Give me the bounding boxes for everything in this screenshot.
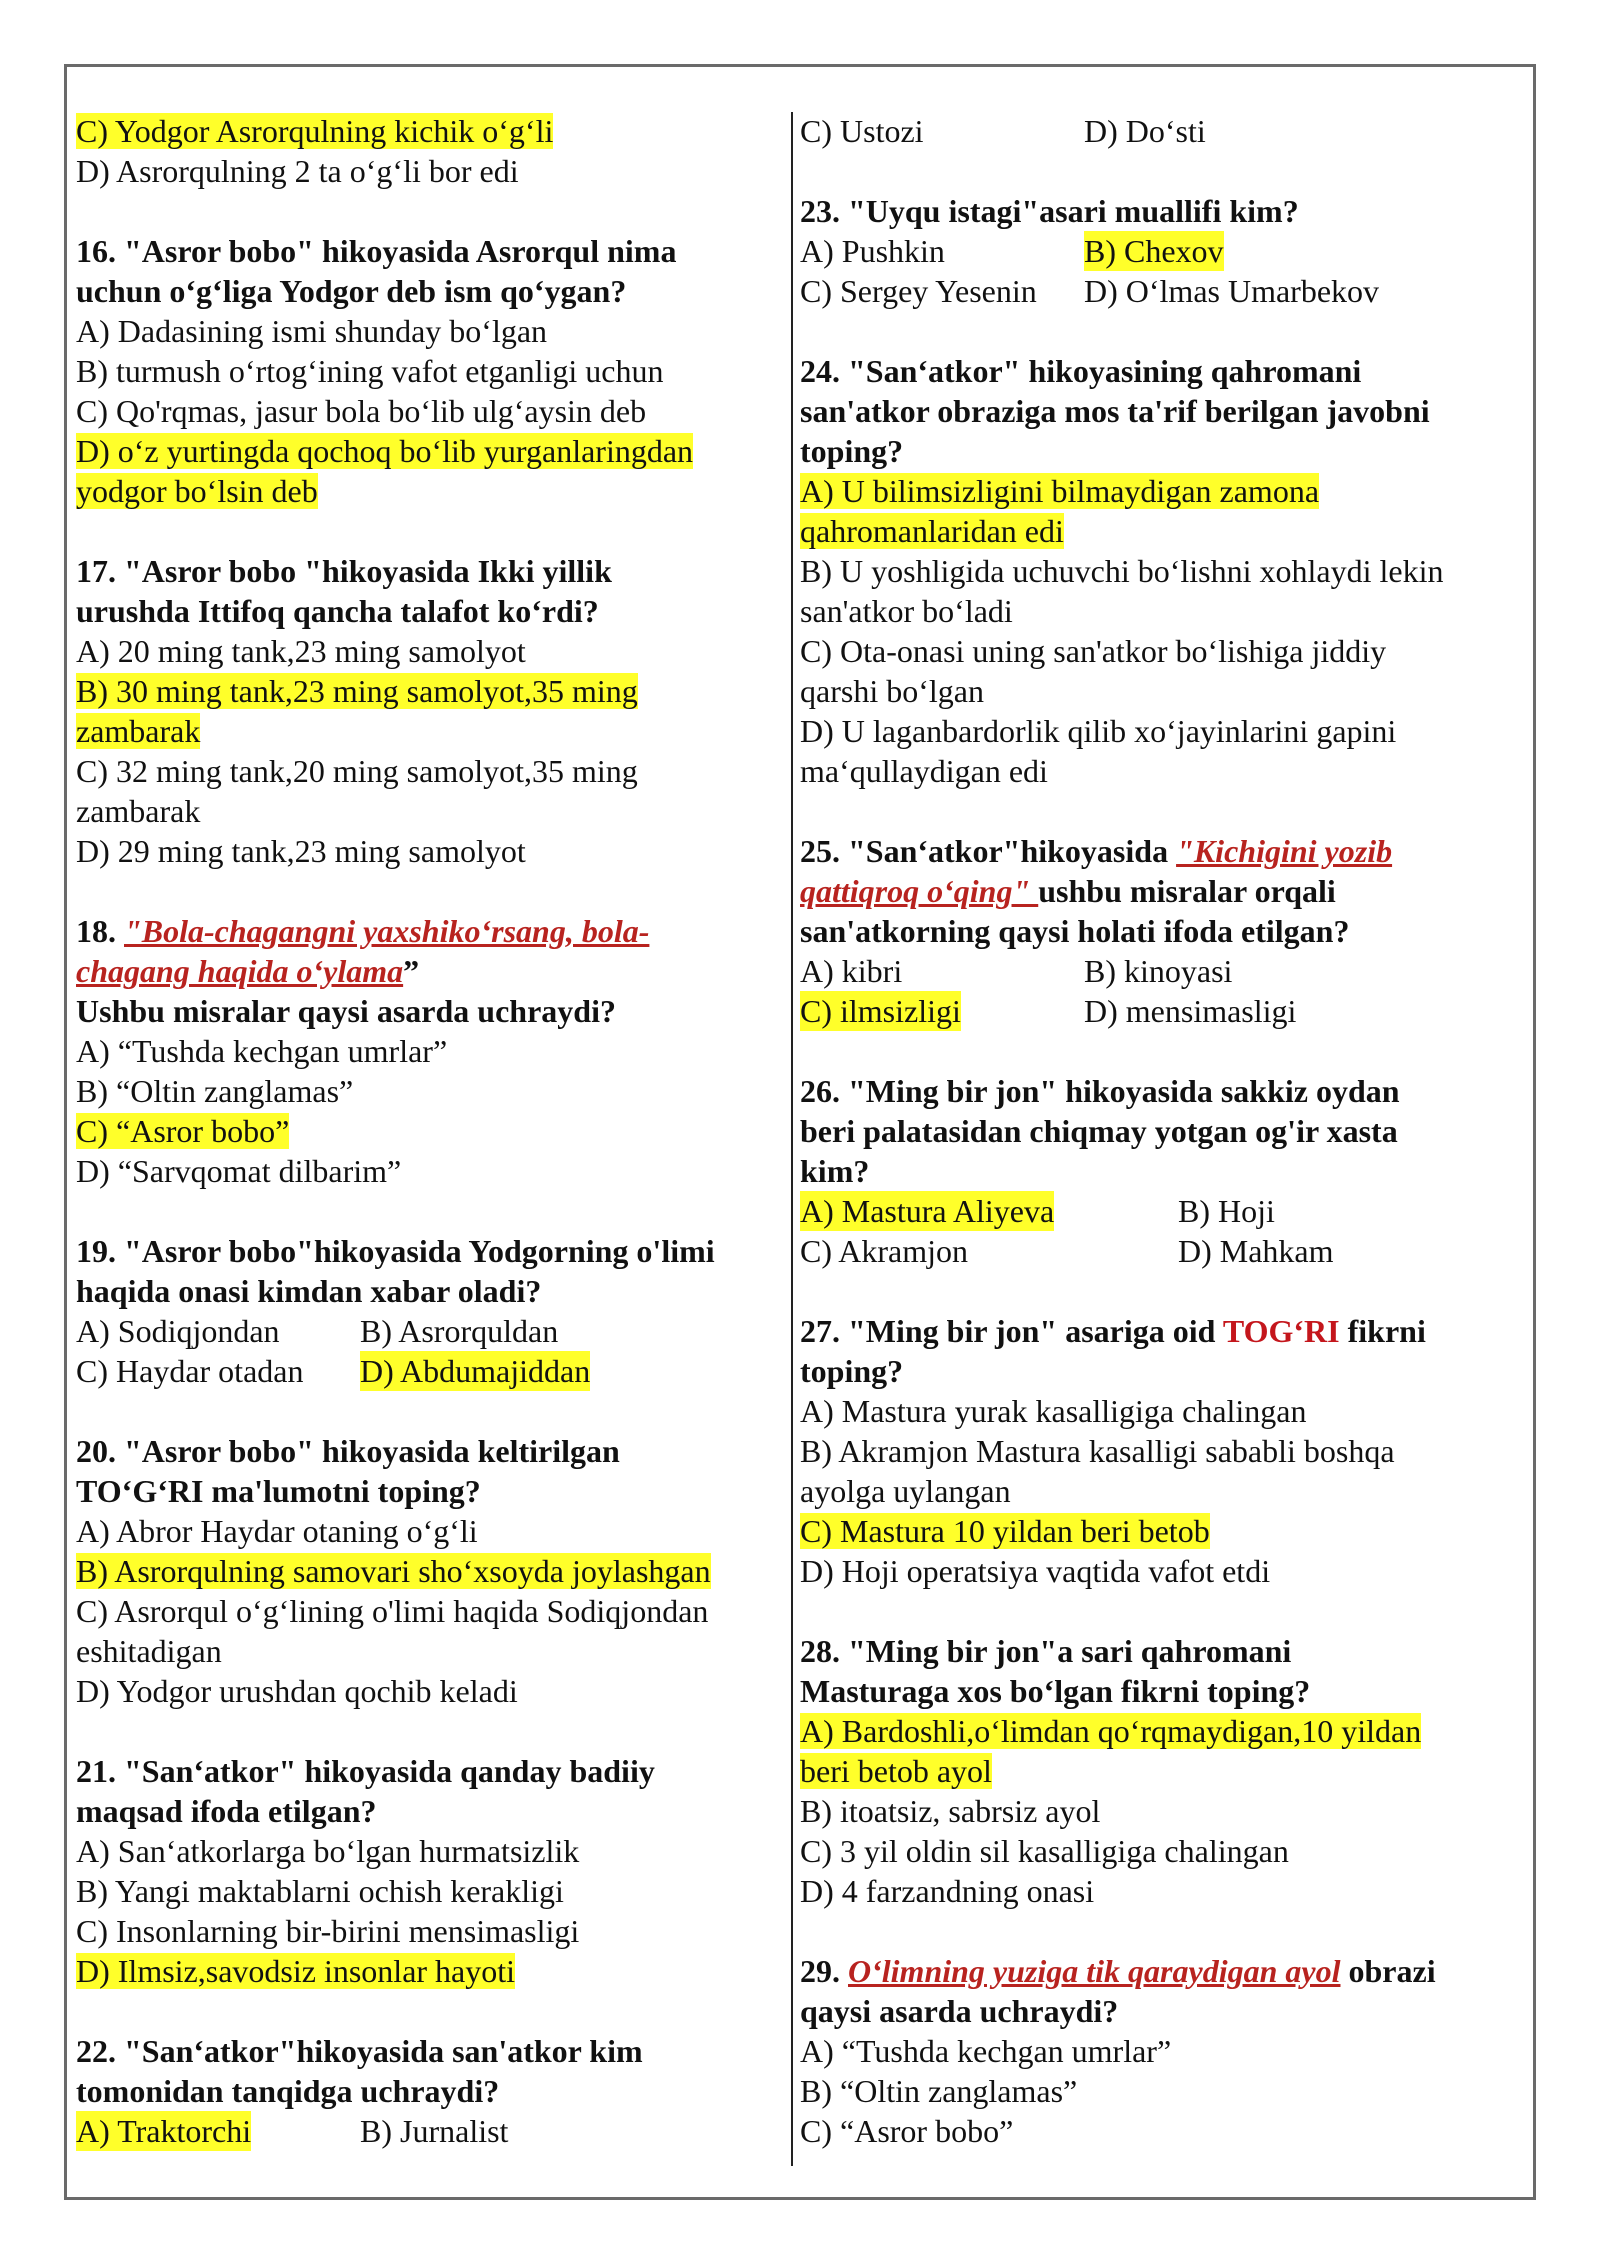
question-prefix: 25. "San‘atkor"hikoyasida bbox=[800, 833, 1177, 869]
answer-option-highlighted: D) Ilmsiz,savodsiz insonlar hayoti bbox=[76, 1953, 516, 1989]
answer-option: B) Asrorquldan bbox=[360, 1313, 559, 1349]
question-text: san'atkor obraziga mos ta'rif berilgan javobni bbox=[800, 393, 1430, 429]
answer-option: zambarak bbox=[76, 793, 201, 829]
answer-option: B) itoatsiz, sabrsiz ayol bbox=[800, 1793, 1101, 1829]
right-column bbox=[800, 111, 1508, 2151]
answer-option: A) kibri bbox=[800, 953, 903, 989]
question-text: 23. "Uyqu istagi"asari muallifi kim? bbox=[800, 193, 1299, 229]
answer-option: D) mensimasligi bbox=[1084, 993, 1297, 1029]
answer-option: A) Mastura yurak kasalligiga chalingan bbox=[800, 1393, 1307, 1429]
question-text: uchun o‘g‘liga Yodgor deb ism qo‘ygan? bbox=[76, 273, 627, 309]
question-text: 26. "Ming bir jon" hikoyasida sakkiz oydan bbox=[800, 1073, 1400, 1109]
question-text: 22. "San‘atkor"hikoyasida san'atkor kim bbox=[76, 2033, 643, 2069]
question-number: 18. bbox=[76, 913, 124, 949]
question-text bbox=[800, 831, 1508, 871]
question-text: kim? bbox=[800, 1153, 870, 1189]
question-text: Ushbu misralar qaysi asarda uchraydi? bbox=[76, 993, 616, 1029]
answer-option-highlighted: C) “Asror bobo” bbox=[76, 1113, 290, 1149]
question-text: 24. "San‘atkor" hikoyasining qahromani bbox=[800, 353, 1362, 389]
answer-option: ma‘qullaydigan edi bbox=[800, 753, 1048, 789]
answer-option: B) Akramjon Mastura kasalligi sababli boshqa bbox=[800, 1433, 1395, 1469]
answer-option-highlighted: C) Yodgor Asrorqulning kichik o‘g‘li bbox=[76, 113, 554, 149]
answer-option: D) Asrorqulning 2 ta o‘g‘li bor edi bbox=[76, 153, 519, 189]
answer-option: B) kinoyasi bbox=[1084, 953, 1233, 989]
question-text: haqida onasi kimdan xabar oladi? bbox=[76, 1273, 542, 1309]
quoted-phrase: "Kichigini yozib bbox=[1176, 833, 1393, 869]
answer-option: C) Haydar otadan bbox=[76, 1353, 304, 1389]
answer-option-highlighted: A) Mastura Aliyeva bbox=[800, 1193, 1055, 1229]
answer-option: D) O‘lmas Umarbekov bbox=[1084, 273, 1380, 309]
answer-option: A) Dadasining ismi shunday bo‘lgan bbox=[76, 313, 548, 349]
quoted-phrase: chagang haqida o‘ylama bbox=[76, 953, 404, 989]
question-suffix: obrazi bbox=[1340, 1953, 1436, 1989]
question-text: 21. "San‘atkor" hikoyasida qanday badiiy bbox=[76, 1753, 655, 1789]
answer-option: C) Qo'rqmas, jasur bola bo‘lib ulg‘aysin deb bbox=[76, 393, 647, 429]
answer-option-highlighted: A) Bardoshli,o‘limdan qo‘rqmaydigan,10 yildan bbox=[800, 1713, 1422, 1749]
answer-option-highlighted: C) ilmsizligi bbox=[800, 993, 961, 1029]
answer-option: C) Insonlarning bir-birini mensimasligi bbox=[76, 1913, 580, 1949]
answer-option: C) “Asror bobo” bbox=[800, 2113, 1014, 2149]
question-text: 16. "Asror bobo" hikoyasida Asrorqul nima bbox=[76, 233, 677, 269]
question-text bbox=[800, 871, 1508, 911]
question-text: urushda Ittifoq qancha talafot ko‘rdi? bbox=[76, 593, 599, 629]
question-suffix: ushbu misralar orqali bbox=[1038, 873, 1336, 909]
answer-option: qarshi bo‘lgan bbox=[800, 673, 984, 709]
question-text: toping? bbox=[800, 1353, 904, 1389]
answer-option: B) Jurnalist bbox=[360, 2113, 509, 2149]
answer-option-highlighted: B) 30 ming tank,23 ming samolyot,35 ming bbox=[76, 673, 638, 709]
answer-option: D) Do‘sti bbox=[1084, 113, 1206, 149]
question-text: 19. "Asror bobo"hikoyasida Yodgorning o'limi bbox=[76, 1233, 715, 1269]
answer-option-highlighted: zambarak bbox=[76, 713, 201, 749]
answer-option-highlighted: D) Abdumajiddan bbox=[360, 1353, 591, 1389]
question-text: 17. "Asror bobo "hikoyasida Ikki yillik bbox=[76, 553, 612, 589]
quoted-phrase: O‘limning yuziga tik qaraydigan ayol bbox=[848, 1953, 1341, 1989]
question-text: maqsad ifoda etilgan? bbox=[76, 1793, 377, 1829]
answer-option: B) U yoshligida uchuvchi bo‘lishni xohlaydi lekin bbox=[800, 553, 1444, 589]
answer-option-highlighted: A) Traktorchi bbox=[76, 2113, 252, 2149]
answer-option: D) 29 ming tank,23 ming samolyot bbox=[76, 833, 526, 869]
answer-option: B) “Oltin zanglamas” bbox=[76, 1073, 354, 1109]
answer-option-highlighted: B) Asrorqulning samovari sho‘xsoyda joylashgan bbox=[76, 1553, 711, 1589]
answer-option: B) Hoji bbox=[1178, 1193, 1275, 1229]
answer-option-highlighted: qahromanlaridan edi bbox=[800, 513, 1064, 549]
answer-option: C) Ustozi bbox=[800, 113, 924, 149]
answer-option: A) “Tushda kechgan umrlar” bbox=[76, 1033, 448, 1069]
answer-option: D) Hoji operatsiya vaqtida vafot etdi bbox=[800, 1553, 1271, 1589]
question-prefix: 27. "Ming bir jon" asariga oid bbox=[800, 1313, 1223, 1349]
answer-option: A) 20 ming tank,23 ming samolyot bbox=[76, 633, 526, 669]
question-text: Masturaga xos bo‘lgan fikrni toping? bbox=[800, 1673, 1311, 1709]
answer-option: A) Pushkin bbox=[800, 233, 945, 269]
answer-option: D) U laganbardorlik qilib xo‘jayinlarini gapini bbox=[800, 713, 1397, 749]
answer-option: eshitadigan bbox=[76, 1633, 222, 1669]
answer-option: A) San‘atkorlarga bo‘lgan hurmatsizlik bbox=[76, 1833, 580, 1869]
question-text: TO‘G‘RI ma'lumotni toping? bbox=[76, 1473, 481, 1509]
answer-option: C) 32 ming tank,20 ming samolyot,35 ming bbox=[76, 753, 638, 789]
question-text: qaysi asarda uchraydi? bbox=[800, 1993, 1119, 2029]
answer-option: A) Abror Haydar otaning o‘g‘li bbox=[76, 1513, 478, 1549]
answer-option: B) Yangi maktablarni ochish kerakligi bbox=[76, 1873, 564, 1909]
question-text: 20. "Asror bobo" hikoyasida keltirilgan bbox=[76, 1433, 620, 1469]
answer-option: C) Ota-onasi uning san'atkor bo‘lishiga jiddiy bbox=[800, 633, 1387, 669]
closing-quote: ” bbox=[403, 953, 420, 989]
question-text: toping? bbox=[800, 433, 904, 469]
left-column bbox=[76, 111, 782, 2151]
question-number: 29. bbox=[800, 1953, 848, 1989]
answer-option: ayolga uylangan bbox=[800, 1473, 1011, 1509]
question-suffix: fikrni bbox=[1339, 1313, 1426, 1349]
answer-option: san'atkor bo‘ladi bbox=[800, 593, 1013, 629]
question-text: 28. "Ming bir jon"a sari qahromani bbox=[800, 1633, 1292, 1669]
answer-option: D) “Sarvqomat dilbarim” bbox=[76, 1153, 402, 1189]
answer-option-highlighted: C) Mastura 10 yildan beri betob bbox=[800, 1513, 1210, 1549]
question-text: beri palatasidan chiqmay yotgan og'ir xasta bbox=[800, 1113, 1398, 1149]
question-text bbox=[76, 951, 782, 991]
quoted-phrase: qattiqroq o‘qing" bbox=[800, 873, 1039, 909]
answer-option: C) 3 yil oldin sil kasalligiga chalingan bbox=[800, 1833, 1289, 1869]
answer-option-highlighted: B) Chexov bbox=[1084, 233, 1224, 269]
answer-option: D) Yodgor urushdan qochib keladi bbox=[76, 1673, 518, 1709]
column-divider bbox=[791, 112, 793, 2166]
quoted-phrase: "Bola-chagangni yaxshiko‘rsang, bola- bbox=[124, 913, 650, 949]
answer-option: C) Akramjon bbox=[800, 1233, 968, 1269]
question-text: san'atkorning qaysi holati ifoda etilgan? bbox=[800, 913, 1350, 949]
answer-option: A) “Tushda kechgan umrlar” bbox=[800, 2033, 1172, 2069]
answer-option: D) Mahkam bbox=[1178, 1233, 1334, 1269]
question-text: tomonidan tanqidga uchraydi? bbox=[76, 2073, 500, 2109]
question-text bbox=[800, 1951, 1508, 1991]
answer-option-highlighted: beri betob ayol bbox=[800, 1753, 992, 1789]
question-text bbox=[800, 1311, 1508, 1351]
question-text bbox=[76, 911, 782, 951]
answer-option: D) 4 farzandning onasi bbox=[800, 1873, 1095, 1909]
answer-option: C) Sergey Yesenin bbox=[800, 273, 1037, 309]
answer-option: C) Asrorqul o‘g‘lining o'limi haqida Sodiqjondan bbox=[76, 1593, 709, 1629]
answer-option: A) Sodiqjondan bbox=[76, 1313, 280, 1349]
answer-option-highlighted: yodgor bo‘lsin deb bbox=[76, 473, 318, 509]
answer-option-highlighted: D) o‘z yurtingda qochoq bo‘lib yurganlaringdan bbox=[76, 433, 694, 469]
answer-option-highlighted: A) U bilimsizligini bilmaydigan zamona bbox=[800, 473, 1320, 509]
answer-option: B) turmush o‘rtog‘ining vafot etganligi uchun bbox=[76, 353, 664, 389]
answer-option: B) “Oltin zanglamas” bbox=[800, 2073, 1078, 2109]
emphasis-word: TOG‘RI bbox=[1222, 1313, 1340, 1349]
